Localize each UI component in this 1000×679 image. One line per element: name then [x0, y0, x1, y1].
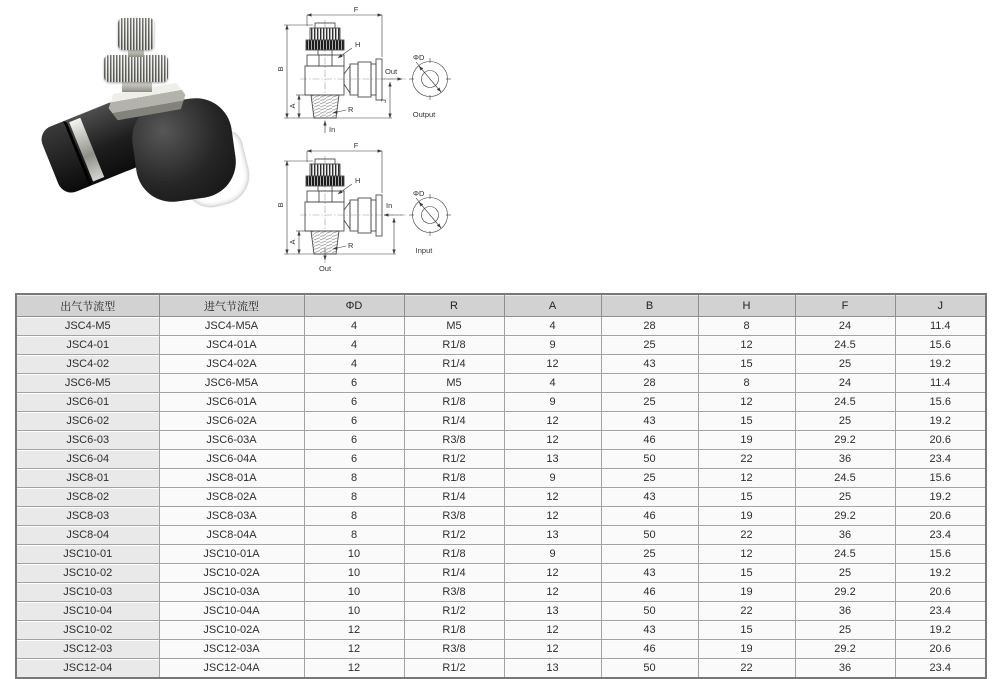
- table-cell: 4: [304, 355, 404, 374]
- table-cell: 12: [304, 621, 404, 640]
- table-cell: R3/8: [404, 583, 504, 602]
- output-type-drawing: [272, 2, 484, 136]
- dim-label-j: J: [379, 99, 388, 103]
- flow-label-out: Out: [318, 264, 332, 273]
- table-cell: 6: [304, 374, 404, 393]
- table-cell: 12: [698, 393, 795, 412]
- table-cell: 19.2: [895, 621, 986, 640]
- table-cell: 8: [698, 317, 795, 336]
- table-cell: R1/4: [404, 564, 504, 583]
- adjust-knob: [118, 18, 154, 50]
- table-cell: JSC12-04: [16, 659, 159, 679]
- table-row: [16, 507, 986, 526]
- table-cell: 6: [304, 450, 404, 469]
- table-row: [16, 393, 986, 412]
- table-cell: 25: [601, 336, 698, 355]
- table-cell: R1/2: [404, 602, 504, 621]
- table-cell: 22: [698, 659, 795, 679]
- table-cell: 46: [601, 640, 698, 659]
- table-cell: M5: [404, 374, 504, 393]
- table-row: [16, 526, 986, 545]
- table-cell: JSC6-03A: [159, 431, 304, 450]
- table-cell: JSC8-02A: [159, 488, 304, 507]
- spec-table: [15, 293, 987, 679]
- table-cell: JSC8-03A: [159, 507, 304, 526]
- table-cell: JSC8-04A: [159, 526, 304, 545]
- table-cell: 15.6: [895, 469, 986, 488]
- column-header: A: [504, 294, 601, 317]
- table-row: [16, 640, 986, 659]
- table-cell: 23.4: [895, 659, 986, 679]
- flow-label-out: Out: [385, 67, 398, 76]
- product-photo: [40, 10, 265, 218]
- header-row: [16, 294, 986, 317]
- table-cell: 12: [504, 640, 601, 659]
- table-cell: 12: [698, 469, 795, 488]
- table-cell: 36: [795, 602, 895, 621]
- column-header: 进气节流型: [159, 294, 304, 317]
- valve-outline: [305, 23, 382, 118]
- table-cell: JSC12-04A: [159, 659, 304, 679]
- table-cell: 50: [601, 450, 698, 469]
- column-header: 出气节流型: [16, 294, 159, 317]
- table-cell: JSC6-01A: [159, 393, 304, 412]
- table-cell: R1/8: [404, 469, 504, 488]
- table-cell: 15.6: [895, 545, 986, 564]
- dim-label-f: F: [353, 141, 359, 150]
- table-cell: JSC8-04: [16, 526, 159, 545]
- table-cell: 29.2: [795, 507, 895, 526]
- table-cell: 36: [795, 526, 895, 545]
- table-cell: 15.6: [895, 393, 986, 412]
- table-cell: 6: [304, 393, 404, 412]
- table-cell: 6: [304, 431, 404, 450]
- table-row: [16, 583, 986, 602]
- table-cell: 28: [601, 317, 698, 336]
- table-cell: 24.5: [795, 393, 895, 412]
- table-cell: 36: [795, 450, 895, 469]
- table-cell: JSC10-02A: [159, 564, 304, 583]
- knob-stem-upper: [128, 49, 144, 57]
- table-cell: 10: [304, 583, 404, 602]
- table-cell: 12: [698, 545, 795, 564]
- table-cell: R1/2: [404, 450, 504, 469]
- valve-outline: [305, 159, 382, 254]
- table-cell: JSC10-01A: [159, 545, 304, 564]
- table-cell: JSC10-03: [16, 583, 159, 602]
- table-row: [16, 469, 986, 488]
- table-cell: 13: [504, 450, 601, 469]
- table-cell: 29.2: [795, 583, 895, 602]
- table-cell: 20.6: [895, 507, 986, 526]
- table-row: [16, 602, 986, 621]
- table-cell: 24: [795, 374, 895, 393]
- table-cell: 10: [304, 602, 404, 621]
- table-cell: 15: [698, 355, 795, 374]
- table-cell: 8: [304, 526, 404, 545]
- table-row: [16, 355, 986, 374]
- table-cell: JSC6-03: [16, 431, 159, 450]
- table-cell: 43: [601, 412, 698, 431]
- dimension-lines: [284, 151, 451, 260]
- table-cell: 22: [698, 526, 795, 545]
- table-cell: 19: [698, 640, 795, 659]
- table-cell: JSC4-02A: [159, 355, 304, 374]
- table-cell: 25: [795, 488, 895, 507]
- table-cell: JSC8-01: [16, 469, 159, 488]
- table-cell: JSC6-02A: [159, 412, 304, 431]
- dim-label-a: A: [288, 239, 297, 245]
- table-cell: 12: [504, 583, 601, 602]
- table-cell: 46: [601, 507, 698, 526]
- table-cell: 25: [795, 621, 895, 640]
- table-cell: JSC6-04A: [159, 450, 304, 469]
- table-cell: JSC12-03A: [159, 640, 304, 659]
- table-cell: 11.4: [895, 317, 986, 336]
- table-cell: 22: [698, 450, 795, 469]
- table-cell: 29.2: [795, 431, 895, 450]
- table-cell: 12: [504, 621, 601, 640]
- table-cell: R1/8: [404, 393, 504, 412]
- dim-label-a: A: [288, 103, 297, 109]
- table-cell: 13: [504, 602, 601, 621]
- column-header: B: [601, 294, 698, 317]
- table-cell: 9: [504, 336, 601, 355]
- drawing-caption-input: Input: [415, 246, 433, 255]
- table-cell: 15: [698, 488, 795, 507]
- table-cell: 43: [601, 488, 698, 507]
- table-cell: 50: [601, 526, 698, 545]
- table-cell: 8: [304, 507, 404, 526]
- table-cell: 43: [601, 564, 698, 583]
- table-cell: 9: [504, 393, 601, 412]
- table-cell: JSC10-01: [16, 545, 159, 564]
- table-cell: JSC10-04A: [159, 602, 304, 621]
- table-cell: 12: [304, 659, 404, 679]
- table-cell: 12: [504, 564, 601, 583]
- table-cell: 36: [795, 659, 895, 679]
- table-row: [16, 545, 986, 564]
- table-cell: 8: [304, 488, 404, 507]
- table-row: [16, 374, 986, 393]
- table-cell: JSC4-01: [16, 336, 159, 355]
- table-cell: 9: [504, 545, 601, 564]
- table-cell: R1/8: [404, 336, 504, 355]
- lock-nut-knob: [104, 55, 168, 82]
- table-cell: 4: [304, 336, 404, 355]
- table-cell: 23.4: [895, 602, 986, 621]
- table-body: [16, 317, 986, 679]
- table-row: [16, 450, 986, 469]
- table-cell: 12: [304, 640, 404, 659]
- table-cell: 20.6: [895, 583, 986, 602]
- table-cell: 4: [304, 317, 404, 336]
- table-cell: JSC4-M5A: [159, 317, 304, 336]
- dim-label-f: F: [353, 5, 359, 14]
- table-cell: 43: [601, 621, 698, 640]
- table-cell: 8: [698, 374, 795, 393]
- table-cell: 25: [601, 545, 698, 564]
- table-cell: R3/8: [404, 507, 504, 526]
- table-cell: 25: [795, 564, 895, 583]
- table-cell: 29.2: [795, 640, 895, 659]
- table-cell: JSC10-03A: [159, 583, 304, 602]
- table-cell: 10: [304, 545, 404, 564]
- table-cell: R1/2: [404, 659, 504, 679]
- table-cell: 20.6: [895, 431, 986, 450]
- table-cell: 28: [601, 374, 698, 393]
- table-cell: 22: [698, 602, 795, 621]
- knob-stem: [122, 81, 152, 92]
- table-cell: 46: [601, 583, 698, 602]
- dim-label-r: R: [348, 105, 354, 114]
- table-cell: 43: [601, 355, 698, 374]
- column-header: ΦD: [304, 294, 404, 317]
- table-cell: 50: [601, 659, 698, 679]
- table-row: [16, 564, 986, 583]
- table-cell: 24.5: [795, 469, 895, 488]
- table-cell: JSC10-04: [16, 602, 159, 621]
- table-cell: JSC10-02: [16, 621, 159, 640]
- column-header: J: [895, 294, 986, 317]
- table-cell: JSC8-01A: [159, 469, 304, 488]
- table-cell: 46: [601, 431, 698, 450]
- table-cell: 19.2: [895, 355, 986, 374]
- table-cell: 13: [504, 659, 601, 679]
- table-cell: 25: [601, 469, 698, 488]
- table-cell: 13: [504, 526, 601, 545]
- table-cell: JSC8-02: [16, 488, 159, 507]
- table-row: [16, 621, 986, 640]
- table-cell: 25: [601, 393, 698, 412]
- table-cell: 12: [504, 412, 601, 431]
- table-cell: 12: [504, 488, 601, 507]
- table-cell: JSC10-02: [16, 564, 159, 583]
- column-header: R: [404, 294, 504, 317]
- table-cell: 19: [698, 583, 795, 602]
- table-cell: 15: [698, 621, 795, 640]
- table-cell: 19: [698, 507, 795, 526]
- table-cell: 25: [795, 355, 895, 374]
- table-cell: 20.6: [895, 640, 986, 659]
- dim-label-phid: ΦD: [413, 53, 425, 62]
- table-row: [16, 412, 986, 431]
- table-cell: JSC10-02A: [159, 621, 304, 640]
- table-cell: 15: [698, 564, 795, 583]
- column-header: F: [795, 294, 895, 317]
- table-row: [16, 317, 986, 336]
- table-cell: JSC6-02: [16, 412, 159, 431]
- flow-label-in: In: [329, 125, 336, 134]
- table-cell: 12: [504, 431, 601, 450]
- dim-label-b: B: [276, 66, 285, 72]
- table-cell: 12: [504, 355, 601, 374]
- table-cell: 19.2: [895, 564, 986, 583]
- table-row: [16, 431, 986, 450]
- dim-label-h: H: [355, 40, 361, 49]
- table-cell: JSC8-03: [16, 507, 159, 526]
- table-cell: R1/4: [404, 355, 504, 374]
- dim-label-b: B: [276, 202, 285, 208]
- table-cell: 11.4: [895, 374, 986, 393]
- table-cell: 19.2: [895, 488, 986, 507]
- table-cell: R1/8: [404, 545, 504, 564]
- dim-label-phid: ΦD: [413, 189, 425, 198]
- table-cell: R3/8: [404, 431, 504, 450]
- table-cell: M5: [404, 317, 504, 336]
- table-cell: 12: [698, 336, 795, 355]
- table-cell: JSC6-M5A: [159, 374, 304, 393]
- table-cell: JSC6-04: [16, 450, 159, 469]
- table-cell: 50: [601, 602, 698, 621]
- column-header: H: [698, 294, 795, 317]
- table-cell: JSC4-M5: [16, 317, 159, 336]
- table-cell: 23.4: [895, 450, 986, 469]
- table-cell: JSC6-01: [16, 393, 159, 412]
- table-cell: 12: [504, 507, 601, 526]
- table-cell: 15.6: [895, 336, 986, 355]
- table-cell: 24.5: [795, 545, 895, 564]
- dim-label-r: R: [348, 241, 354, 250]
- table-row: [16, 659, 986, 679]
- table-cell: 24.5: [795, 336, 895, 355]
- drawing-caption-output: Output: [412, 110, 436, 119]
- table-cell: 15: [698, 412, 795, 431]
- flow-label-in: In: [386, 201, 393, 210]
- table-row: [16, 336, 986, 355]
- table-cell: R1/2: [404, 526, 504, 545]
- table-cell: JSC4-02: [16, 355, 159, 374]
- table-cell: JSC12-03: [16, 640, 159, 659]
- table-cell: JSC6-M5: [16, 374, 159, 393]
- table-cell: 4: [504, 374, 601, 393]
- table-cell: R1/4: [404, 412, 504, 431]
- table-row: [16, 488, 986, 507]
- table-cell: 9: [504, 469, 601, 488]
- table-head: [16, 294, 986, 317]
- table-cell: 6: [304, 412, 404, 431]
- table-cell: R1/4: [404, 488, 504, 507]
- table-cell: 19: [698, 431, 795, 450]
- table-cell: 19.2: [895, 412, 986, 431]
- table-cell: 23.4: [895, 526, 986, 545]
- table-cell: JSC4-01A: [159, 336, 304, 355]
- table-cell: 8: [304, 469, 404, 488]
- table-cell: 24: [795, 317, 895, 336]
- table-cell: 25: [795, 412, 895, 431]
- table-cell: R1/8: [404, 621, 504, 640]
- dim-label-h: H: [355, 176, 361, 185]
- table-cell: R3/8: [404, 640, 504, 659]
- table-cell: 10: [304, 564, 404, 583]
- input-type-drawing: [272, 138, 484, 280]
- table-cell: 4: [504, 317, 601, 336]
